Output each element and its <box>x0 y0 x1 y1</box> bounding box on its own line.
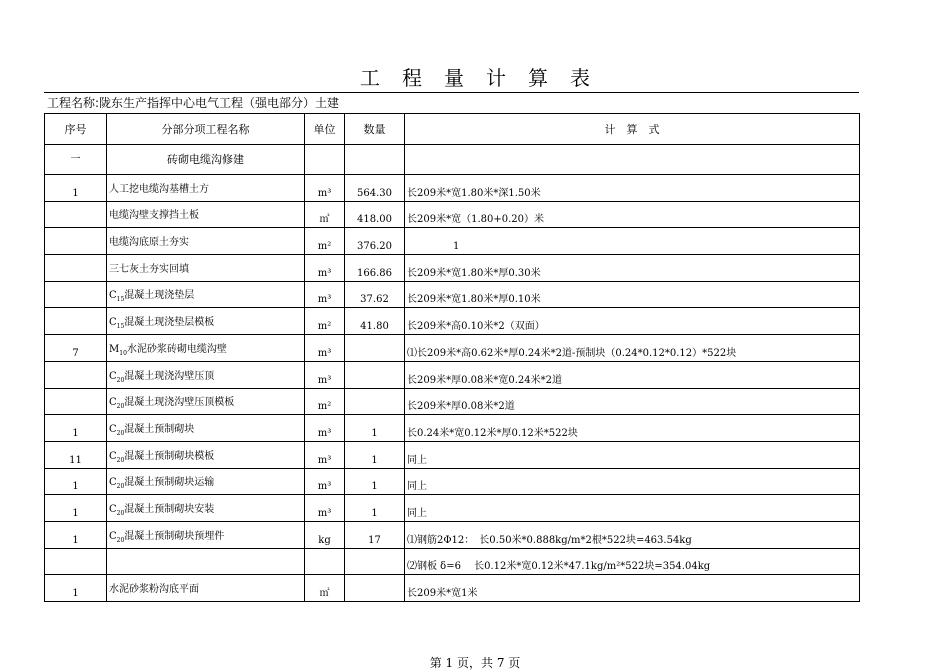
row-name-grade: 15 <box>116 296 125 304</box>
row-qty: 1 <box>345 441 405 468</box>
header-seq: 序号 <box>45 114 107 145</box>
row-qty <box>345 361 405 388</box>
row-seq <box>45 361 107 388</box>
row-calc: 同上 <box>405 468 860 495</box>
row-seq: 11 <box>45 441 107 468</box>
row-seq <box>45 388 107 415</box>
row-qty <box>345 335 405 362</box>
row-name <box>107 228 305 255</box>
row-name-text: 混凝土现浇垫层模板 <box>124 317 215 329</box>
row-name-prefix: C <box>109 397 117 409</box>
project-value: 陇东生产指挥中心电气工程（强电部分）土建 <box>99 96 340 110</box>
row-calc: 同上 <box>405 495 860 522</box>
row-seq: 1 <box>45 575 107 602</box>
row-name <box>107 335 305 362</box>
row-seq: 1 <box>45 495 107 522</box>
row-name-text: 电缆沟壁支撑挡土板 <box>109 210 199 222</box>
row-unit: m² <box>305 228 345 255</box>
row-name-grade: 10 <box>119 349 127 357</box>
row-name-prefix: C <box>109 477 117 489</box>
table-row <box>45 201 860 228</box>
row-unit: m³ <box>305 468 345 495</box>
row-name-grade: 20 <box>116 429 125 437</box>
row-name <box>107 281 305 308</box>
row-qty: 41.80 <box>345 308 405 335</box>
row-seq <box>45 548 107 575</box>
table-row <box>45 175 860 202</box>
row-unit: m³ <box>305 281 345 308</box>
table-body <box>45 145 860 602</box>
table-header-row <box>45 114 860 145</box>
table-row <box>45 308 860 335</box>
row-name-prefix: C <box>109 530 117 542</box>
row-qty: 1 <box>345 495 405 522</box>
row-seq: 1 <box>45 175 107 202</box>
row-name-text: 混凝土预制砌块 <box>124 423 195 435</box>
row-name <box>107 308 305 335</box>
row-name-prefix: C <box>109 317 117 329</box>
table-row <box>45 335 860 362</box>
page-title <box>0 62 950 91</box>
row-unit: ㎡ <box>305 575 345 602</box>
section-qty <box>345 145 405 175</box>
row-calc: 长209米*宽1.80米*深1.50米 <box>405 175 860 202</box>
row-name-text: 水泥砂浆粉沟底平面 <box>109 584 199 595</box>
row-name <box>107 361 305 388</box>
row-name-text: 三七灰土夯实回填 <box>109 263 189 275</box>
row-name <box>107 495 305 522</box>
row-seq <box>45 201 107 228</box>
row-name-grade: 20 <box>116 403 125 411</box>
page-title-text: 工程量计算表 <box>338 66 612 93</box>
row-calc: 长209米*宽1.80米*厚0.30米 <box>405 255 860 282</box>
row-name-grade: 20 <box>116 509 125 517</box>
section-unit <box>305 145 345 175</box>
row-name-text: 混凝土预制砌块运输 <box>124 477 215 489</box>
table-row <box>45 495 860 522</box>
row-seq: 1 <box>45 521 107 548</box>
row-name-text: 混凝土现浇沟壁压顶模板 <box>124 397 235 409</box>
row-qty: 564.30 <box>345 175 405 202</box>
table-row <box>45 441 860 468</box>
row-unit: m² <box>305 388 345 415</box>
row-unit: m³ <box>305 495 345 522</box>
row-name-prefix: C <box>109 423 117 435</box>
row-name <box>107 548 305 575</box>
table-row <box>45 361 860 388</box>
table-row <box>45 521 860 548</box>
row-qty: 1 <box>345 468 405 495</box>
row-qty: 376.20 <box>345 228 405 255</box>
header-calc: 计 算 式 <box>405 114 860 145</box>
row-seq <box>45 281 107 308</box>
table-row <box>45 468 860 495</box>
row-calc: ⑵钢板 δ=6 长0.12米*宽0.12米*47.1kg/m²*522块=354.04kg <box>405 548 860 575</box>
row-calc: 同上 <box>405 441 860 468</box>
row-seq: 1 <box>45 468 107 495</box>
row-name-prefix: C <box>109 290 117 302</box>
row-name <box>107 441 305 468</box>
row-name <box>107 468 305 495</box>
row-seq <box>45 228 107 255</box>
row-qty: 17 <box>345 521 405 548</box>
page-footer: 第 1 页，共 7 页 <box>429 656 521 670</box>
row-calc: 长209米*宽1米 <box>405 575 860 602</box>
row-name-prefix: C <box>109 370 117 382</box>
row-name-prefix: C <box>109 503 117 515</box>
row-name-text: 混凝土预制砌块预埋件 <box>124 530 225 542</box>
row-qty <box>345 575 405 602</box>
row-name <box>107 201 305 228</box>
row-calc: 长0.24米*宽0.12米*厚0.12米*522块 <box>405 415 860 442</box>
row-name-text: 混凝土现浇沟壁压顶 <box>124 370 215 382</box>
section-calc <box>405 145 860 175</box>
row-calc: ⑴长209米*高0.62米*厚0.24米*2道-预制块（0.24*0.12*0.12）*522块 <box>405 335 860 362</box>
row-unit: m³ <box>305 335 345 362</box>
row-name-grade: 20 <box>116 483 125 491</box>
row-calc: 长209米*宽1.80米*厚0.10米 <box>405 281 860 308</box>
row-qty: 1 <box>345 415 405 442</box>
row-name-text: 水泥砂浆砖砌电缆沟壁 <box>126 343 227 355</box>
row-calc: 长209米*厚0.08米*宽0.24米*2道 <box>405 361 860 388</box>
table-row <box>45 575 860 602</box>
row-name-text: 混凝土预制砌块安装 <box>124 503 215 515</box>
header-qty: 数量 <box>345 114 405 145</box>
project-name-bar <box>44 92 859 113</box>
row-calc: ⑴钢筋2Φ12： 长0.50米*0.888kg/m*2根*522块=463.54kg <box>405 521 860 548</box>
section-row <box>45 145 860 175</box>
row-name-grade: 15 <box>116 323 125 331</box>
row-calc: 1 <box>405 228 860 255</box>
row-seq <box>45 255 107 282</box>
section-seq: 一 <box>45 145 107 175</box>
row-name <box>107 255 305 282</box>
table-row <box>45 415 860 442</box>
row-qty: 418.00 <box>345 201 405 228</box>
row-seq <box>45 308 107 335</box>
row-name-grade: 20 <box>116 376 125 384</box>
row-name <box>107 175 305 202</box>
row-seq: 1 <box>45 415 107 442</box>
row-name-grade: 20 <box>116 456 125 464</box>
row-calc: 长209米*高0.10米*2（双面） <box>405 308 860 335</box>
row-name <box>107 415 305 442</box>
row-name-text: 电缆沟底原土夯实 <box>109 237 189 249</box>
table-row <box>45 388 860 415</box>
row-unit: m³ <box>305 255 345 282</box>
row-unit: m³ <box>305 361 345 388</box>
row-unit: m³ <box>305 415 345 442</box>
row-qty: 166.86 <box>345 255 405 282</box>
row-name-prefix: M <box>109 343 120 355</box>
section-name: 砖砌电缆沟修建 <box>107 145 305 175</box>
row-unit: ㎡ <box>305 201 345 228</box>
row-unit: kg <box>305 521 345 548</box>
header-name: 分部分项工程名称 <box>107 114 305 145</box>
row-calc: 长209米*厚0.08米*2道 <box>405 388 860 415</box>
table-row <box>45 255 860 282</box>
row-unit <box>305 548 345 575</box>
row-qty: 37.62 <box>345 281 405 308</box>
row-unit: m³ <box>305 175 345 202</box>
row-unit: m³ <box>305 441 345 468</box>
row-name <box>107 388 305 415</box>
row-unit: m² <box>305 308 345 335</box>
header-unit: 单位 <box>305 114 345 145</box>
quantity-table <box>44 113 860 602</box>
project-label: 工程名称: <box>47 96 100 110</box>
row-name-text: 混凝土现浇垫层 <box>124 290 195 302</box>
row-qty <box>345 388 405 415</box>
table-row <box>45 281 860 308</box>
row-name-grade: 20 <box>116 536 125 544</box>
row-qty <box>345 548 405 575</box>
table-row <box>45 228 860 255</box>
table-row <box>45 548 860 575</box>
row-name-text: 人工挖电缆沟基槽土方 <box>109 183 209 195</box>
row-calc: 长209米*宽（1.80+0.20）米 <box>405 201 860 228</box>
row-name-text: 混凝土预制砌块模板 <box>124 450 215 462</box>
row-seq: 7 <box>45 335 107 362</box>
row-name <box>107 521 305 548</box>
row-name-prefix: C <box>109 450 117 462</box>
row-name <box>107 575 305 602</box>
